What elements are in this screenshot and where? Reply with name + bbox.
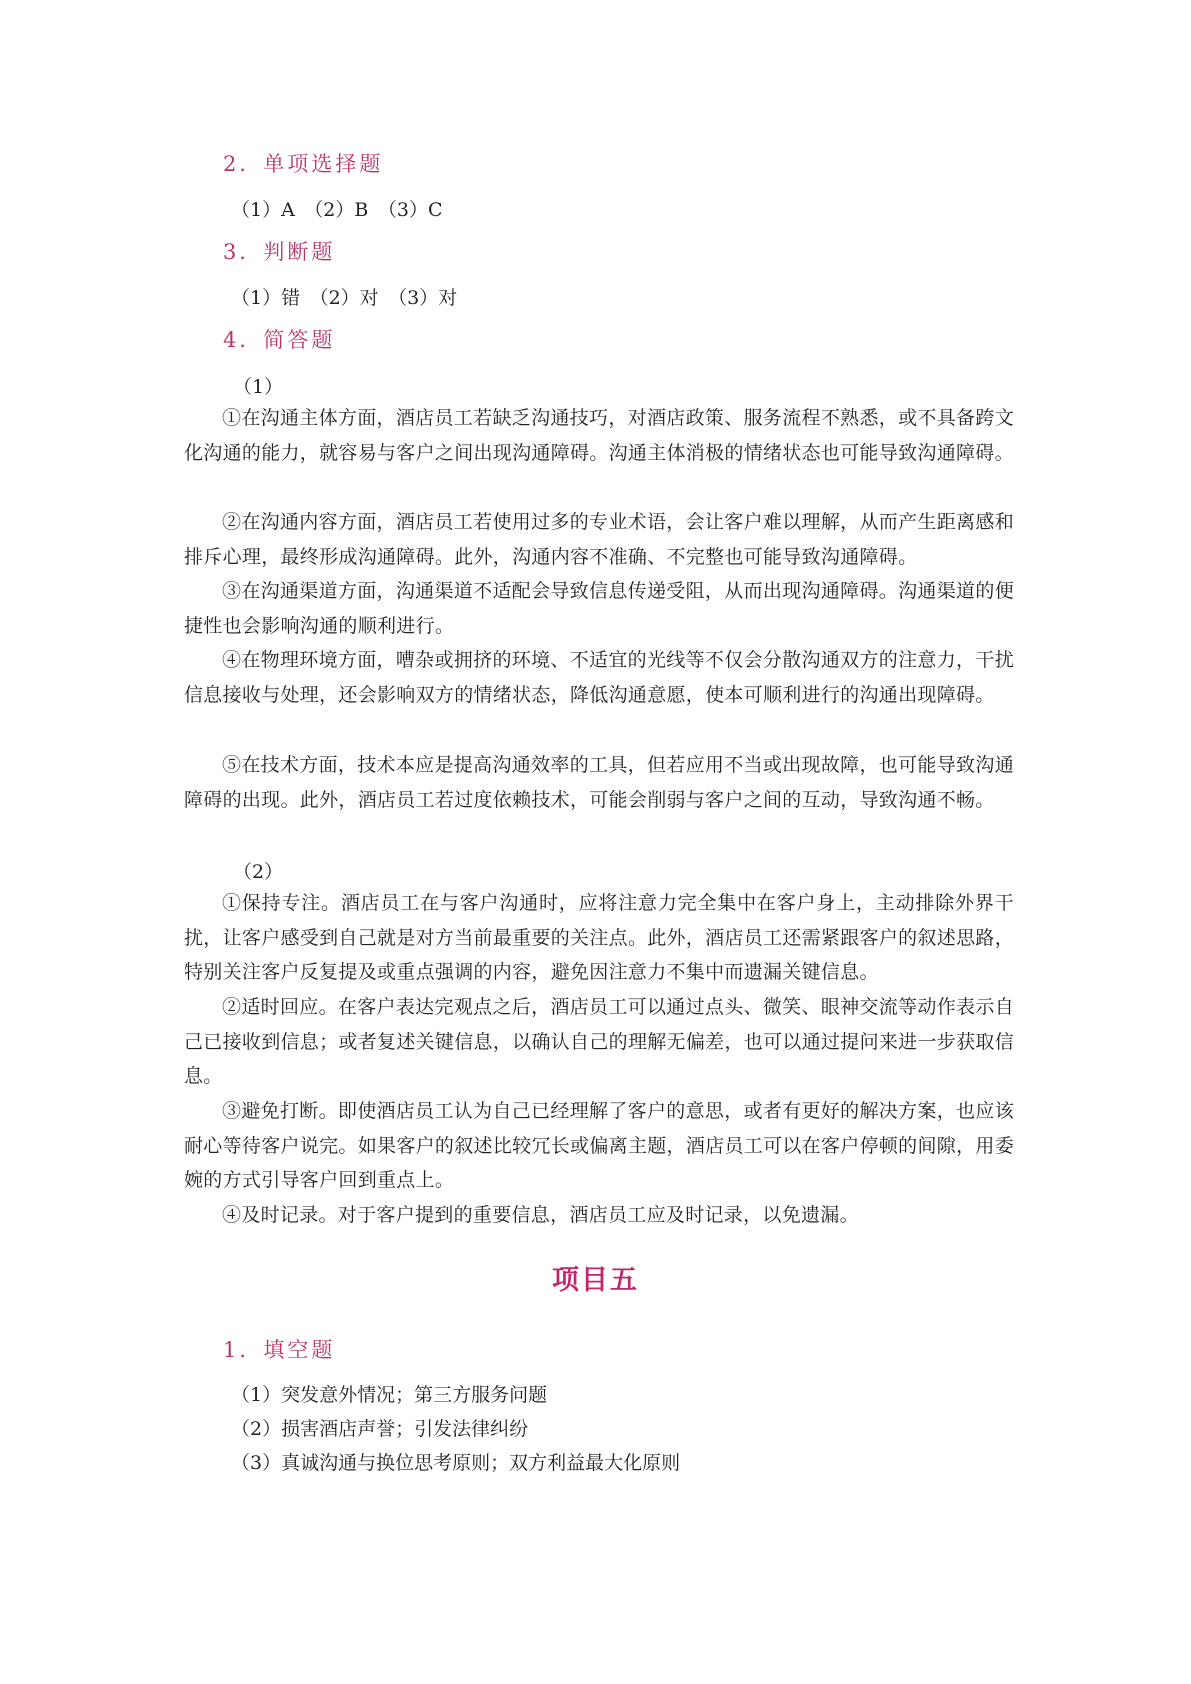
q4-part2-label: （2） xyxy=(233,861,284,883)
answers-q3: （1）错 （2）对 （3）对 xyxy=(231,287,458,309)
heading-q3-true-false: 3．判断题 xyxy=(223,240,336,264)
answers-q2: （1）A （2）B （3）C xyxy=(231,199,443,221)
s5-answer-3: （3）真诚沟通与换位思考原则；双方利益最大化原则 xyxy=(231,1452,681,1474)
heading-q4-short-answer: 4．简答题 xyxy=(223,328,336,352)
q4-part1-item-4: ④在物理环境方面，嘈杂或拥挤的环境、不适宜的光线等不仅会分散沟通双方的注意力，干扰信息接收与处理，还会影响双方的情绪状态，降低沟通意愿，使本可顺利进行的沟通出现障碍。 xyxy=(184,649,1014,706)
q4-part1-item-3: ③在沟通渠道方面，沟通渠道不适配会导致信息传递受阻，从而出现沟通障碍。沟通渠道的便捷性也会影响沟通的顺利进行。 xyxy=(184,580,1014,637)
q4-part2-item-2: ②适时回应。在客户表达完观点之后，酒店员工可以通过点头、微笑、眼神交流等动作表示自己已接收到信息；或者复述关键信息，以确认自己的理解无偏差，也可以通过提问来进一步获取信息。 xyxy=(184,996,1014,1087)
q4-part2-item-3: ③避免打断。即使酒店员工认为自己已经理解了客户的意思，或者有更好的解决方案，也应该耐心等待客户说完。如果客户的叙述比较冗长或偏离主题，酒店员工可以在客户停顿的间隙，用委婉的方式引导客户回到重点上。 xyxy=(184,1100,1014,1191)
heading-q2-single-choice: 2．单项选择题 xyxy=(223,152,384,176)
s5-answer-1: （1）突发意外情况；第三方服务问题 xyxy=(231,1384,548,1406)
heading-s5-fill-in-blank: 1．填空题 xyxy=(223,1338,336,1362)
section-title-project-five: 项目五 xyxy=(552,1265,639,1296)
q4-part1-item-1: ①在沟通主体方面，酒店员工若缺乏沟通技巧，对酒店政策、服务流程不熟悉，或不具备跨文化沟通的能力，就容易与客户之间出现沟通障碍。沟通主体消极的情绪状态也可能导致沟通障碍。 xyxy=(184,407,1014,464)
q4-part1-item-5: ⑤在技术方面，技术本应是提高沟通效率的工具，但若应用不当或出现故障，也可能导致沟通障碍的出现。此外，酒店员工若过度依赖技术，可能会削弱与客户之间的互动，导致沟通不畅。 xyxy=(184,754,1014,811)
s5-answer-2: （2）损害酒店声誉；引发法律纠纷 xyxy=(231,1418,529,1440)
q4-part2-item-1: ①保持专注。酒店员工在与客户沟通时，应将注意力完全集中在客户身上，主动排除外界干扰，让客户感受到自己就是对方当前最重要的关注点。此外，酒店员工还需紧跟客户的叙述思路，特别关注客户反复提及或重点强调的内容，避免因注意力不集中而遗漏关键信息。 xyxy=(184,892,1014,983)
q4-part1-item-2: ②在沟通内容方面，酒店员工若使用过多的专业术语，会让客户难以理解，从而产生距离感和排斥心理，最终形成沟通障碍。此外，沟通内容不准确、不完整也可能导致沟通障碍。 xyxy=(184,511,1014,568)
q4-part2-item-4: ④及时记录。对于客户提到的重要信息，酒店员工应及时记录，以免遗漏。 xyxy=(222,1204,859,1226)
q4-part1-label: （1） xyxy=(233,376,284,398)
